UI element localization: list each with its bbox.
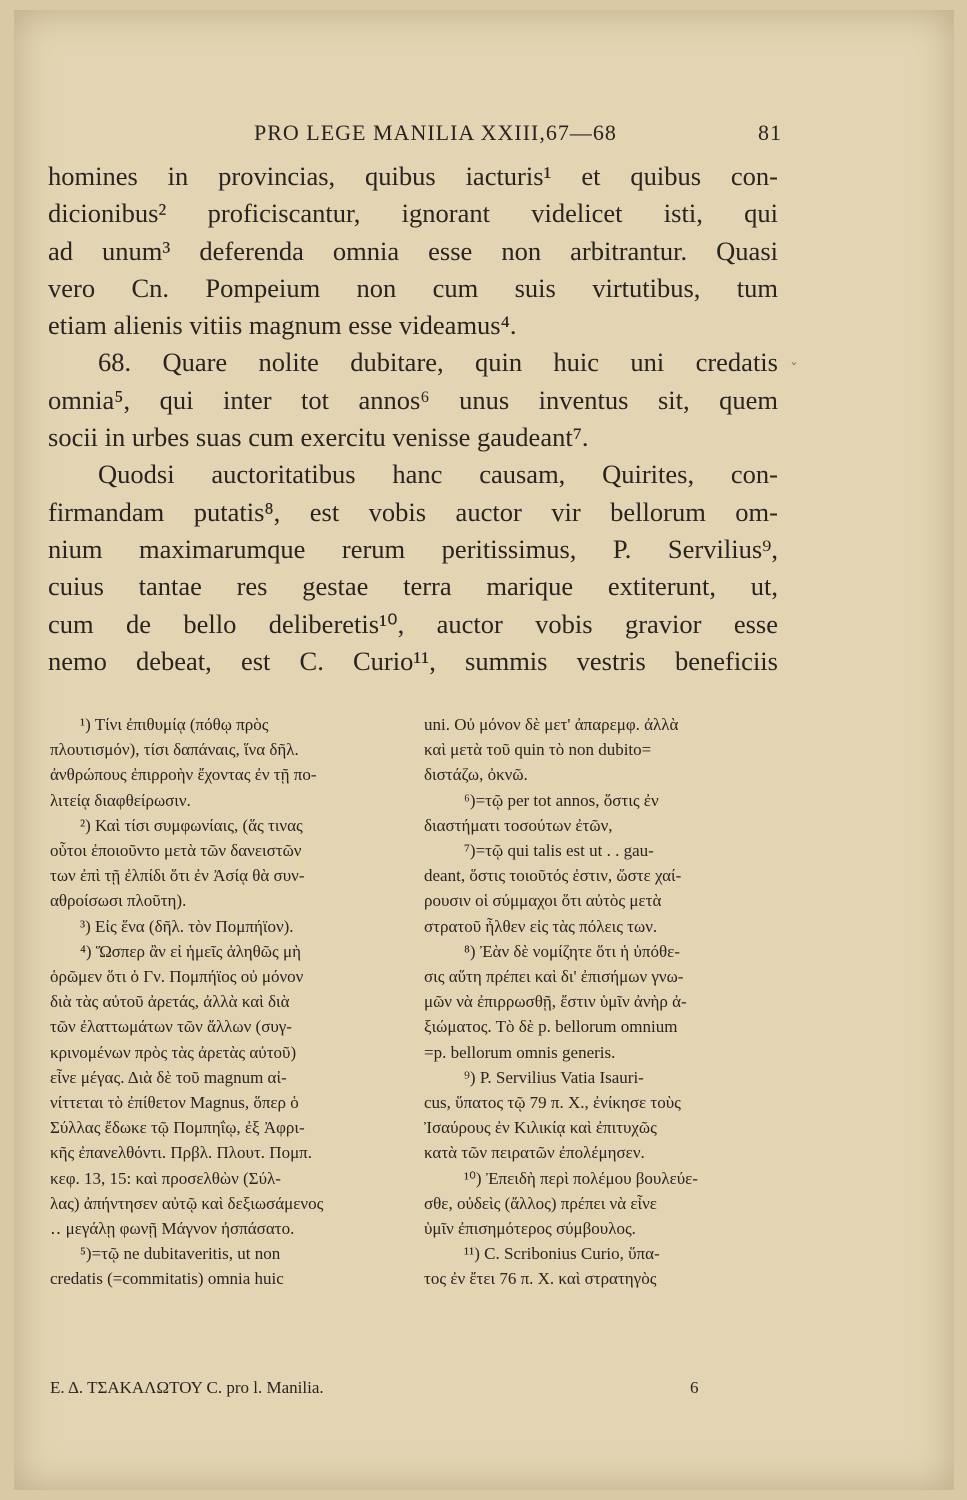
footnote-line: ὁρῶμεν ὅτι ὁ Γν. Πομπήϊος οὐ μόνον xyxy=(50,967,304,987)
page-number: 81 xyxy=(758,120,782,145)
footnote-line: uni. Οὐ μόνον δὲ μετ' ἀπαρεμφ. ἀλλὰ xyxy=(424,715,679,734)
footnote-line: ⁸) Ἐὰν δὲ νομίζητε ὅτι ἡ ὑπόθε- xyxy=(464,941,680,961)
main-line: socii in urbes suas cum exercitu venisse gaudeant⁷. xyxy=(48,422,589,453)
main-line: vero Cn. Pompeium non cum suis virtutibus, tum xyxy=(48,272,778,303)
footnote-line: ³) Εἰς ἕνα (δῆλ. τὸν Πομπήϊον). xyxy=(80,916,294,936)
footnote-line: ¹) Τίνι ἐπιθυμίᾳ (πόθῳ πρὸς xyxy=(80,715,269,734)
footnote-line: των ἐπὶ τῇ ἐλπίδι ὅτι ἐν Ἀσίᾳ θὰ συν- xyxy=(50,866,305,886)
main-line: nium maximarumque rerum peritissimus, P. Servilius⁹, xyxy=(48,533,778,564)
footnote-line: νίττεται τὸ ἐπίθετον Magnus, ὅπερ ὁ xyxy=(50,1093,299,1113)
footnote-line: κρινομένων πρὸς τὰς ἀρετὰς αὐτοῦ) xyxy=(50,1042,297,1062)
footnote-line: εἶνε μέγας. Διὰ δὲ τοῦ magnum αἰ- xyxy=(50,1067,287,1087)
sheet-number: 6 xyxy=(690,1378,699,1397)
footnote-line: καὶ μετὰ τοῦ quin τὸ non dubito= xyxy=(424,740,652,760)
footnote-line: λιτείᾳ διαφθείρωσιν. xyxy=(50,790,191,810)
page-footer xyxy=(0,1378,967,1406)
footnote-line: ⁴) Ὥσπερ ἂν εἰ ἡμεῖς ἀληθῶς μὴ xyxy=(80,941,301,961)
main-line: cuius tantae res gestae terra marique extiterunt, ut, xyxy=(48,571,778,602)
footnote-line: λας) ἀπήντησεν αὐτῷ καὶ δεξιωσάμενος xyxy=(50,1193,324,1213)
footnote-line: ἀνθρώπους ἐπιρροὴν ἔχοντας ἐν τῇ πο- xyxy=(50,765,317,785)
footnote-line: αθροίσωσι πλοῦτη). xyxy=(50,891,187,911)
footnote-line: credatis (=commitatis) omnia huic xyxy=(50,1269,284,1289)
main-line: ad unum³ deferenda omnia esse non arbitrantur. Quasi xyxy=(48,235,778,266)
footnote-line: ⁶)=τῷ per tot annos, ὅστις ἐν xyxy=(464,790,659,810)
footnote-line: τῶν ἐλαττωμάτων τῶν ἄλλων (συγ- xyxy=(50,1017,292,1037)
footnote-line: στρατοῦ ἦλθεν εἰς τὰς πόλεις των. xyxy=(424,916,658,936)
footnote-line: τος ἐν ἔτει 76 π. Χ. καὶ στρατηγὸς xyxy=(424,1269,657,1289)
footnote-line: ‥ μεγάλῃ φωνῇ Μάγνον ἠσπάσατο. xyxy=(50,1219,295,1239)
footnote-line: deant, ὅστις τοιοῦτός ἐστιν, ὥστε χαί- xyxy=(424,866,682,886)
footnote-line: κῆς ἐπανελθόντι. Πρβλ. Πλουτ. Πομπ. xyxy=(50,1143,313,1163)
footnote-line: κεφ. 13, 15: καὶ προσελθὼν (Σύλ- xyxy=(50,1168,281,1188)
footnotes-right-column xyxy=(424,712,780,1292)
footnote-line: ὑμῖν ἐπισημότερος σύμβουλος. xyxy=(424,1219,636,1239)
main-line: Quodsi auctoritatibus hanc causam, Quirites, con- xyxy=(98,459,778,490)
main-line: firmandam putatis⁸, est vobis auctor vir bellorum om- xyxy=(48,496,778,527)
footnote-line: οὗτοι ἐποιοῦντο μετὰ τῶν δανειστῶν xyxy=(50,841,302,861)
footnote-line: cus, ὕπατος τῷ 79 π. Χ., ἐνίκησε τοὺς xyxy=(424,1093,681,1113)
main-line: 68. Quare nolite dubitare, quin huic uni credatis xyxy=(98,347,778,378)
footnote-line: ⁹) P. Servilius Vatia Isauri- xyxy=(464,1067,644,1087)
footnote-line: Σύλλας ἔδωκε τῷ Πομπηΐῳ, ἐξ Ἀφρι- xyxy=(50,1118,305,1138)
footnote-line: ²) Καὶ τίσι συμφωνίαις, (ἅς τινας xyxy=(80,815,303,835)
footnote-line: μῶν νὰ ἐπιρρωσθῇ, ἔστιν ὑμῖν ἀνὴρ ἀ- xyxy=(424,992,687,1012)
footnote-line: ρουσιν οἱ σύμμαχοι ὅτι αὐτὸς μετὰ xyxy=(424,891,662,911)
main-line: omnia⁵, qui inter tot annos⁶ unus inventus sit, quem xyxy=(48,384,778,415)
footnote-line: διστάζω, ὀκνῶ. xyxy=(424,765,528,785)
main-line: homines in provincias, quibus iacturis¹ et quibus con- xyxy=(48,161,778,191)
footnote-line: ξιώματος. Τὸ δὲ p. bellorum omnium xyxy=(424,1017,678,1037)
footnote-line: κατὰ τῶν πειρατῶν ἐπολέμησεν. xyxy=(424,1143,645,1163)
running-head xyxy=(0,120,967,150)
footnote-line: σις αὕτη πρέπει καὶ δι' ἐπισήμων γνω- xyxy=(424,967,684,987)
main-line: dicionibus² proficiscantur, ignorant videlicet isti, qui xyxy=(48,198,778,229)
footnote-line: πλουτισμόν), τίσι δαπάναις, ἵνα δῆλ. xyxy=(50,740,299,760)
margin-mark: ˇ xyxy=(790,360,798,379)
footnote-line: ⁷)=τῷ qui talis est ut . . gau- xyxy=(464,841,654,861)
footnote-line: σθε, οὐδεὶς (ἄλλος) πρέπει νὰ εἶνε xyxy=(424,1193,657,1213)
main-line: nemo debeat, est C. Curio¹¹, summis vestris beneficiis xyxy=(48,645,778,676)
footnote-line: ⁵)=τῷ ne dubitaveritis, ut non xyxy=(80,1244,281,1264)
footnote-line: =p. bellorum omnis generis. xyxy=(424,1042,616,1062)
footnote-line: Ἰσαύρους ἐν Κιλικίᾳ καὶ ἐπιτυχῶς xyxy=(424,1118,657,1138)
footnote-line: ¹¹) C. Scribonius Curio, ὕπα- xyxy=(464,1244,660,1264)
footnotes-left-column xyxy=(50,712,390,1292)
footnote-line: διὰ τὰς αὐτοῦ ἀρετάς, ἀλλὰ καὶ διὰ xyxy=(50,992,290,1012)
main-line: etiam alienis vitiis magnum esse videamus⁴. xyxy=(48,310,517,341)
footnote-line: διαστήματι τοσούτων ἐτῶν, xyxy=(424,815,613,835)
printer-signature: Ε. Δ. ΤΣΑΚΑΛΩΤΟΥ C. pro l. Manilia. xyxy=(50,1378,324,1397)
latin-main-text xyxy=(48,158,778,680)
running-head-title: PRO LEGE MANILIA XXIII,67—68 xyxy=(254,120,617,145)
footnote-line: ¹⁰) Ἐπειδὴ περὶ πολέμου βουλεύε- xyxy=(464,1168,698,1188)
main-line: cum de bello deliberetis¹⁰, auctor vobis gravior esse xyxy=(48,608,778,639)
